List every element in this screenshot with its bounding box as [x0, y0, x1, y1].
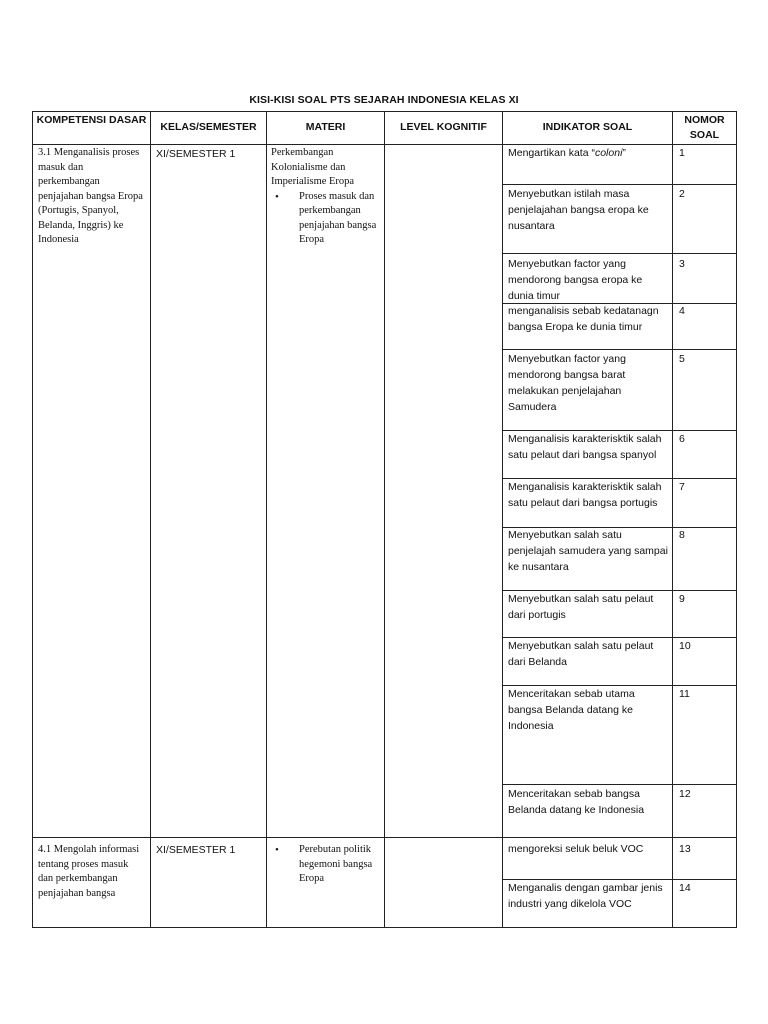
materi-intro: Perkembangan Kolonialisme dan Imperialisme Eropa — [271, 147, 355, 187]
kelas-semester-1: XI/SEMESTER 1 — [156, 148, 236, 160]
header-indikator-soal: INDIKATOR SOAL — [542, 121, 633, 133]
nomor-soal-2: 2 — [679, 188, 685, 200]
materi-block-2 — [271, 843, 381, 887]
indikator-8: Menyebutkan salah satu penjelajah samudera yang sampai ke nusantara — [508, 529, 668, 573]
nomor-soal-13: 13 — [679, 843, 691, 855]
nomor-soal-1: 1 — [679, 147, 685, 159]
bullet-icon: • — [275, 190, 279, 203]
nomor-soal-8: 8 — [679, 529, 685, 541]
materi-bullet-item — [271, 843, 381, 887]
header-materi: MATERI — [305, 121, 346, 133]
header-nomor-soal: NOMOR SOAL — [684, 114, 725, 141]
kompetensi-dasar-3-1: 3.1 Menganalisis proses masuk dan perkembangan penjajahan bangsa Eropa (Portugis, Spanyol, Belanda, Inggris) ke Indonesia — [38, 147, 143, 245]
indikator-6: Menganalisis karakterisktik salah satu pelaut dari bangsa spanyol — [508, 433, 662, 461]
nomor-soal-14: 14 — [679, 882, 691, 894]
nomor-soal-4: 4 — [679, 305, 685, 317]
nomor-soal-3: 3 — [679, 258, 685, 270]
nomor-soal-6: 6 — [679, 433, 685, 445]
nomor-soal-7: 7 — [679, 481, 685, 493]
materi-block-1 — [271, 146, 381, 248]
indikator-5: Menyebutkan factor yang mendorong bangsa barat melakukan penjelajahan Samudera — [508, 353, 626, 413]
nomor-soal-10: 10 — [679, 640, 691, 652]
indikator-12: Menceritakan sebab bangsa Belanda datang ke Indonesia — [508, 788, 645, 816]
kompetensi-dasar-4-1: 4.1 Mengolah informasi tentang proses masuk dan perkembangan penjajahan bangsa — [38, 844, 140, 899]
indikator-10: Menyebutkan salah satu pelaut dari Belanda — [508, 640, 654, 668]
header-kompetensi-dasar: KOMPETENSI DASAR — [36, 114, 147, 126]
indikator-11: Menceritakan sebab utama bangsa Belanda datang ke Indonesia — [508, 688, 635, 732]
indikator-3: Menyebutkan factor yang mendorong bangsa eropa ke dunia timur — [508, 258, 643, 302]
indikator-4: menganalisis sebab kedatanagn bangsa Eropa ke dunia timur — [508, 305, 659, 333]
header-level-kognitif: LEVEL KOGNITIF — [400, 121, 487, 133]
indikator-9: Menyebutkan salah satu pelaut dari portugis — [508, 593, 654, 621]
indikator-1: Mengartikan kata “coloni” — [508, 147, 626, 159]
indikator-2: Menyebutkan istilah masa penjelajahan bangsa eropa ke nusantara — [508, 188, 649, 232]
indikator-13: mengoreksi seluk beluk VOC — [508, 843, 644, 855]
nomor-soal-11: 11 — [679, 688, 690, 700]
nomor-soal-12: 12 — [679, 788, 691, 800]
indikator-14: Menganalis dengan gambar jenis industri yang dikelola VOC — [508, 882, 663, 910]
nomor-soal-5: 5 — [679, 353, 685, 365]
kelas-semester-2: XI/SEMESTER 1 — [156, 844, 236, 856]
indikator-7: Menganalisis karakterisktik salah satu pelaut dari bangsa portugis — [508, 481, 662, 509]
materi-bullet-text: Proses masuk dan perkembangan penjajahan bangsa Eropa — [299, 190, 377, 245]
nomor-soal-9: 9 — [679, 593, 685, 605]
bullet-icon: • — [275, 844, 279, 856]
materi-bullet-text: Perebutan politik hegemoni bangsa Eropa — [299, 844, 373, 884]
document-title: KISI-KISI SOAL PTS SEJARAH INDONESIA KELAS XI — [249, 94, 519, 106]
materi-bullet-item — [271, 190, 381, 248]
header-kelas-semester: KELAS/SEMESTER — [160, 121, 257, 133]
